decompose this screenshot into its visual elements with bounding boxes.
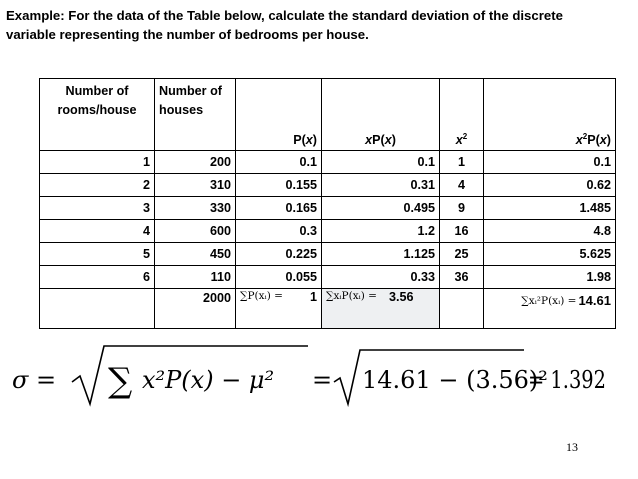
cell-houses: 110 [155, 266, 236, 289]
total-x2px [484, 289, 616, 329]
cell-x2px: 4.8 [484, 220, 616, 243]
formula-radicand: x²P(x) − μ² [142, 366, 275, 394]
cell-xpx: 0.31 [322, 174, 440, 197]
cell-houses: 450 [155, 243, 236, 266]
header-px: P(x) [236, 79, 322, 151]
header-rooms: Number of rooms/house [40, 79, 155, 151]
heading-line-1: Example: For the data of the Table below, calculate the standard deviation of the discrete [6, 8, 563, 23]
table-header-row [40, 79, 616, 151]
sum-px-label: ∑P(xᵢ) = [240, 290, 283, 302]
cell-xpx: 1.125 [322, 243, 440, 266]
cell-x2px: 1.98 [484, 266, 616, 289]
table-totals-row [40, 289, 616, 329]
cell-x2: 9 [440, 197, 484, 220]
sum-xpx-value: 3.56 [388, 290, 414, 304]
table-row [40, 151, 616, 174]
cell-houses: 600 [155, 220, 236, 243]
cell-houses: 330 [155, 197, 236, 220]
cell-rooms: 5 [40, 243, 155, 266]
cell-empty [40, 289, 155, 329]
cell-rooms: 6 [40, 266, 155, 289]
cell-empty [440, 289, 484, 329]
total-px [236, 289, 322, 329]
cell-rooms: 3 [40, 197, 155, 220]
probability-table [39, 78, 616, 329]
cell-px: 0.225 [236, 243, 322, 266]
table-row [40, 220, 616, 243]
cell-x2px: 5.625 [484, 243, 616, 266]
cell-houses: 200 [155, 151, 236, 174]
sum-x2px-value: 14.61 [578, 293, 611, 308]
cell-x2: 16 [440, 220, 484, 243]
cell-px: 0.165 [236, 197, 322, 220]
header-x2px: $x^2P(x)$ [484, 79, 616, 151]
page-number: 13 [566, 440, 578, 454]
cell-rooms: 2 [40, 174, 155, 197]
cell-x2: 1 [440, 151, 484, 174]
heading-line-2: variable representing the number of bedrooms per house. [6, 27, 369, 42]
formula-radicand-2: 14.61 − (3.56)² [362, 366, 548, 394]
cell-x2px: 0.62 [484, 174, 616, 197]
sum-px-value: 1 [309, 290, 317, 304]
sum-xpx-label: ∑xᵢP(xᵢ) = [326, 290, 377, 302]
cell-rooms: 4 [40, 220, 155, 243]
table-row [40, 243, 616, 266]
cell-xpx: 1.2 [322, 220, 440, 243]
cell-rooms: 1 [40, 151, 155, 174]
cell-x2: 36 [440, 266, 484, 289]
table-row [40, 197, 616, 220]
formula-equals: = [312, 366, 333, 394]
cell-houses: 310 [155, 174, 236, 197]
cell-xpx: 0.495 [322, 197, 440, 220]
sum-x2px-label: ∑xᵢ²P(xᵢ) = [521, 294, 577, 307]
cell-xpx: 0.1 [322, 151, 440, 174]
slide-heading [6, 6, 626, 44]
cell-xpx: 0.33 [322, 266, 440, 289]
summation-icon: ∑ [108, 361, 133, 401]
header-xpx: xP(x) [322, 79, 440, 151]
cell-x2px: 1.485 [484, 197, 616, 220]
table-row [40, 174, 616, 197]
cell-x2px: 0.1 [484, 151, 616, 174]
table-row [40, 266, 616, 289]
header-houses: Number of houses [155, 79, 236, 151]
cell-px: 0.155 [236, 174, 322, 197]
cell-px: 0.1 [236, 151, 322, 174]
total-houses: 2000 [155, 289, 236, 329]
header-x2: $x^2$ [440, 79, 484, 151]
cell-x2: 4 [440, 174, 484, 197]
total-xpx [322, 289, 440, 329]
std-dev-formula [8, 338, 608, 408]
cell-x2: 25 [440, 243, 484, 266]
cell-px: 0.055 [236, 266, 322, 289]
formula-result: = 1.392 [528, 366, 606, 394]
formula-sigma: σ = [12, 366, 57, 394]
cell-px: 0.3 [236, 220, 322, 243]
